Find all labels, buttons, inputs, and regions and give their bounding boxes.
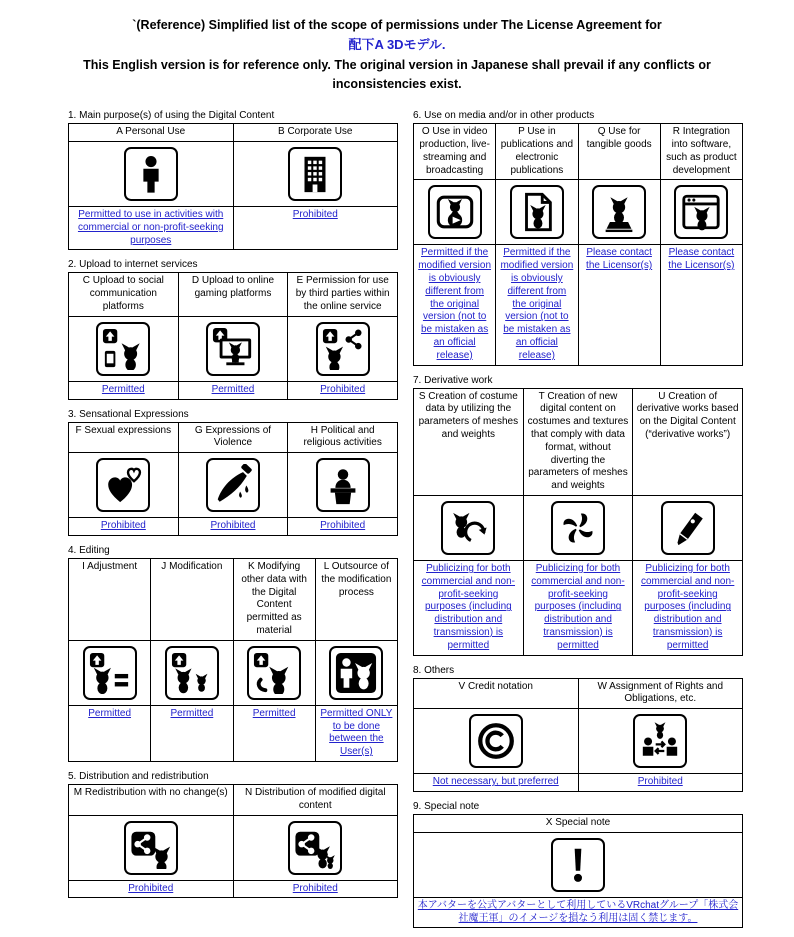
hearts-icon: [96, 458, 150, 512]
section-caption: 6. Use on media and/or in other products: [413, 110, 595, 122]
status-modification: Permitted: [151, 705, 233, 761]
col-header-sexual: F Sexual expressions: [69, 422, 179, 453]
page-title: [0, 0, 794, 94]
col-header-third-party: E Permission for use by third parties within the online service: [288, 273, 398, 316]
status-violence: Prohibited: [178, 518, 288, 536]
col-header-upload-social: C Upload to social communication platforms: [69, 273, 179, 316]
section-media-products: [413, 110, 743, 365]
col-header-special-note: X Special note: [414, 814, 743, 832]
section-caption: 3. Sensational Expressions: [68, 408, 189, 420]
editing-table: [68, 558, 398, 762]
publication-icon: [510, 185, 564, 239]
others-table: [413, 678, 743, 792]
title-model-name: 配下A 3Dモデル.: [348, 37, 446, 53]
copyright-icon: [469, 714, 523, 768]
col-header-video: O Use in video production, live-streaming and broadcasting: [414, 124, 496, 180]
media-products-table: [413, 123, 743, 365]
status-upload-game: Permitted: [178, 381, 288, 399]
sensational-table: [68, 422, 398, 536]
section-caption: 5. Distribution and redistribution: [68, 771, 209, 782]
col-header-political: H Political and religious activities: [288, 422, 398, 453]
rights-assignment-icon: [633, 714, 687, 768]
video-production-icon: [428, 185, 482, 239]
col-header-adjustment: I Adjustment: [69, 559, 151, 641]
col-header-modification: J Modification: [151, 559, 233, 641]
special-note-table: [413, 814, 743, 928]
section-distribution: [68, 771, 398, 898]
section-caption: 8. Others: [413, 664, 455, 676]
status-third-party: Prohibited: [288, 381, 398, 399]
section-caption: 1. Main purpose(s) of using the Digital Content: [68, 110, 275, 122]
distribution-table: [68, 784, 398, 898]
content-columns: [68, 110, 794, 937]
right-column: [413, 110, 743, 937]
section-upload: [68, 259, 398, 399]
col-header-credit: V Credit notation: [414, 678, 579, 709]
derivative-work-table: [413, 388, 743, 656]
status-outsource: Permitted ONLY to be done between the User(s): [315, 705, 397, 761]
derivative-pen-icon: [661, 501, 715, 555]
exclamation-icon: [551, 838, 605, 892]
section-main-purpose: [68, 110, 398, 250]
third-party-share-icon: [316, 322, 370, 376]
section-caption: 9. Special note: [413, 800, 480, 812]
upload-game-icon: [206, 322, 260, 376]
distribute-modified-icon: [288, 821, 342, 875]
status-costume-data: Publicizing for both commercial and non-profit-seeking purposes (including distribution and transmission) is permitted: [414, 561, 524, 656]
software-window-icon: [674, 185, 728, 239]
section-sensational: [68, 409, 398, 536]
section-derivative-work: [413, 375, 743, 656]
status-adjustment: Permitted: [69, 705, 151, 761]
upload-social-icon: [96, 322, 150, 376]
special-note-text: 本アバターを公式アバターとして利用しているVRchatグループ「株式会社魔王軍」のイメージを損なう利用は固く禁じます。: [414, 897, 743, 928]
corporate-building-icon: [288, 147, 342, 201]
col-header-modified-distribution: N Distribution of modified digital content: [233, 785, 398, 816]
knife-icon: [206, 458, 260, 512]
status-goods: Please contact the Licensor(s): [578, 245, 660, 365]
status-redistribution: Prohibited: [69, 880, 234, 898]
upload-table: [68, 272, 398, 399]
col-header-violence: G Expressions of Violence: [178, 422, 288, 453]
status-assignment: Prohibited: [578, 774, 743, 792]
redistribute-icon: [124, 821, 178, 875]
col-header-costume-data: S Creation of costume data by utilizing the parameters of meshes and weights: [414, 388, 524, 495]
col-header-publications: P Use in publications and electronic publications: [496, 124, 578, 180]
section-editing: [68, 545, 398, 762]
tangible-goods-icon: [592, 185, 646, 239]
status-material: Permitted: [233, 705, 315, 761]
status-political: Prohibited: [288, 518, 398, 536]
col-header-assignment: W Assignment of Rights and Obligations, etc.: [578, 678, 743, 709]
person-icon: [124, 147, 178, 201]
status-modified-distribution: Prohibited: [233, 880, 398, 898]
modification-icon: [165, 646, 219, 700]
col-header-redistribution: M Redistribution with no change(s): [69, 785, 234, 816]
col-header-personal-use: A Personal Use: [69, 124, 234, 142]
left-column: [68, 110, 398, 907]
status-derivative-works: Publicizing for both commercial and non-profit-seeking purposes (including distribution and transmission) is permitted: [633, 561, 743, 656]
main-purpose-table: [68, 123, 398, 250]
status-software: Please contact the Licensor(s): [660, 245, 742, 365]
status-personal-use: Permitted to use in activities with commercial or non-profit-seeking purposes: [69, 207, 234, 250]
col-header-corporate-use: B Corporate Use: [233, 124, 398, 142]
material-cat-icon: [247, 646, 301, 700]
title-disclaimer: This English version is for reference only. The original version in Japanese shall prevail if any conflicts or inconsistencies exist.: [83, 57, 711, 91]
status-new-content: Publicizing for both commercial and non-profit-seeking purposes (including distribution and transmission) is permitted: [523, 561, 633, 656]
title-line1: `(Reference) Simplified list of the scope of permissions under The License Agreement for: [132, 18, 662, 32]
pinwheel-icon: [551, 501, 605, 555]
podium-speech-icon: [316, 458, 370, 512]
col-header-derivative-works: U Creation of derivative works based on the Digital Content (“derivative works”): [633, 388, 743, 495]
status-corporate-use: Prohibited: [233, 207, 398, 250]
outsource-icon: [329, 646, 383, 700]
col-header-goods: Q Use for tangible goods: [578, 124, 660, 180]
col-header-outsource: L Outsource of the modification process: [315, 559, 397, 641]
section-caption: 2. Upload to internet services: [68, 259, 198, 271]
status-publications: Permitted if the modified version is obviously different from the original version (not to be mistaken as an official release): [496, 245, 578, 365]
col-header-upload-game: D Upload to online gaming platforms: [178, 273, 288, 316]
section-special-note: [413, 801, 743, 928]
section-caption: 7. Derivative work: [413, 374, 493, 386]
col-header-material: K Modifying other data with the Digital Content permitted as material: [233, 559, 315, 641]
col-header-software: R Integration into software, such as product development: [660, 124, 742, 180]
section-others: [413, 665, 743, 792]
status-credit: Not necessary, but preferred: [414, 774, 579, 792]
col-header-new-content: T Creation of new digital content on costumes and textures that comply with data format, without diverting the parameters of meshes and weights: [523, 388, 633, 495]
status-video: Permitted if the modified version is obviously different from the original version (not to be mistaken as an official release): [414, 245, 496, 365]
status-upload-social: Permitted: [69, 381, 179, 399]
costume-data-icon: [441, 501, 495, 555]
adjustment-icon: [83, 646, 137, 700]
section-caption: 4. Editing: [68, 545, 110, 557]
status-sexual: Prohibited: [69, 518, 179, 536]
